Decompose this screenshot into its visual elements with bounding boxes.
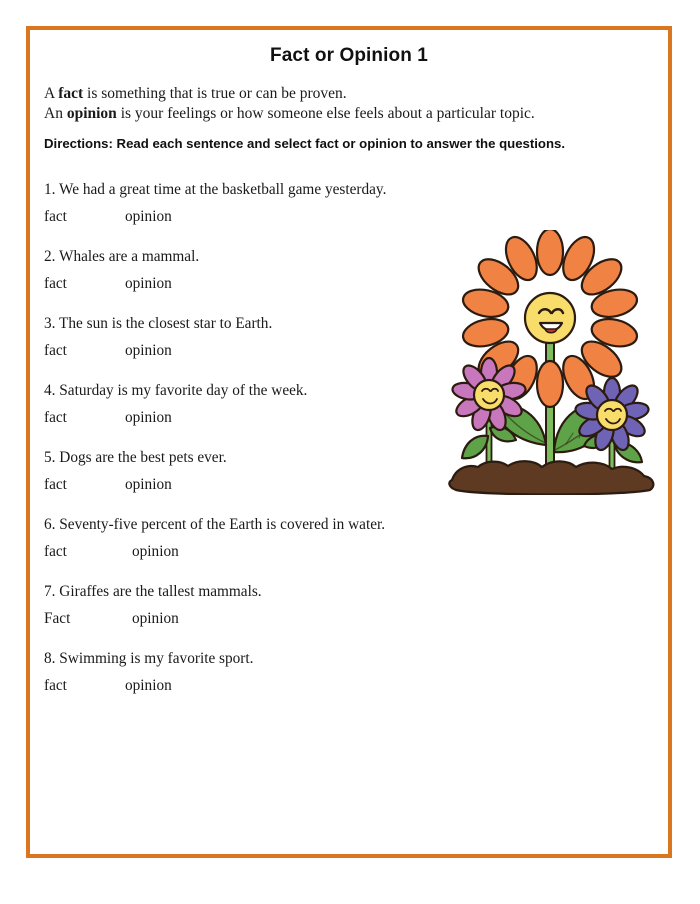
definition-fact-suffix: is something that is true or can be proven. bbox=[83, 85, 347, 102]
option-opinion[interactable]: opinion bbox=[125, 409, 172, 426]
flowers-illustration bbox=[442, 230, 662, 495]
option-opinion[interactable]: opinion bbox=[125, 275, 172, 292]
answer-options bbox=[44, 208, 464, 226]
question-item bbox=[44, 314, 464, 360]
definition-fact-prefix: A bbox=[44, 85, 59, 102]
question-text: 2. Whales are a mammal. bbox=[44, 248, 200, 265]
answer-options bbox=[44, 610, 464, 628]
answer-options bbox=[44, 543, 464, 561]
definitions-block bbox=[44, 84, 644, 124]
option-opinion[interactable]: opinion bbox=[132, 610, 179, 627]
definition-fact-keyword: fact bbox=[58, 85, 84, 102]
question-text: 5. Dogs are the best pets ever. bbox=[44, 449, 227, 466]
definition-opinion-prefix: An bbox=[44, 105, 67, 122]
directions-text: Directions: Read each sentence and select fact or opinion to answer the questions. bbox=[44, 136, 566, 151]
answer-options bbox=[44, 476, 464, 494]
question-item bbox=[44, 247, 464, 293]
option-fact[interactable]: fact bbox=[44, 677, 67, 694]
answer-options bbox=[44, 275, 464, 293]
option-opinion[interactable]: opinion bbox=[132, 543, 179, 560]
question-item bbox=[44, 582, 464, 628]
question-item bbox=[44, 381, 464, 427]
question-text: 7. Giraffes are the tallest mammals. bbox=[44, 583, 262, 600]
option-fact[interactable]: Fact bbox=[44, 610, 71, 627]
questions-list bbox=[44, 180, 464, 716]
answer-options bbox=[44, 677, 464, 695]
definition-fact bbox=[44, 84, 644, 104]
option-fact[interactable]: fact bbox=[44, 342, 67, 359]
worksheet-frame bbox=[26, 26, 672, 858]
question-text: 1. We had a great time at the basketball game yesterday. bbox=[44, 181, 387, 198]
question-item bbox=[44, 448, 464, 494]
page-title: Fact or Opinion 1 bbox=[270, 45, 428, 66]
question-text: 4. Saturday is my favorite day of the week. bbox=[44, 382, 308, 399]
option-opinion[interactable]: opinion bbox=[125, 677, 172, 694]
option-opinion[interactable]: opinion bbox=[125, 208, 172, 225]
option-fact[interactable]: fact bbox=[44, 409, 67, 426]
option-fact[interactable]: fact bbox=[44, 208, 67, 225]
definition-opinion-suffix: is your feelings or how someone else feels about a particular topic. bbox=[116, 105, 535, 122]
option-opinion[interactable]: opinion bbox=[125, 476, 172, 493]
definition-opinion bbox=[44, 104, 644, 124]
answer-options bbox=[44, 342, 464, 360]
option-fact[interactable]: fact bbox=[44, 275, 67, 292]
question-text: 8. Swimming is my favorite sport. bbox=[44, 650, 254, 667]
option-fact[interactable]: fact bbox=[44, 543, 67, 560]
option-fact[interactable]: fact bbox=[44, 476, 67, 493]
option-opinion[interactable]: opinion bbox=[125, 342, 172, 359]
question-item bbox=[44, 180, 464, 226]
question-text: 6. Seventy-five percent of the Earth is covered in water. bbox=[44, 516, 386, 533]
definition-opinion-keyword: opinion bbox=[66, 105, 117, 122]
answer-options bbox=[44, 409, 464, 427]
question-item bbox=[44, 515, 464, 561]
question-text: 3. The sun is the closest star to Earth. bbox=[44, 315, 273, 332]
question-item bbox=[44, 649, 464, 695]
